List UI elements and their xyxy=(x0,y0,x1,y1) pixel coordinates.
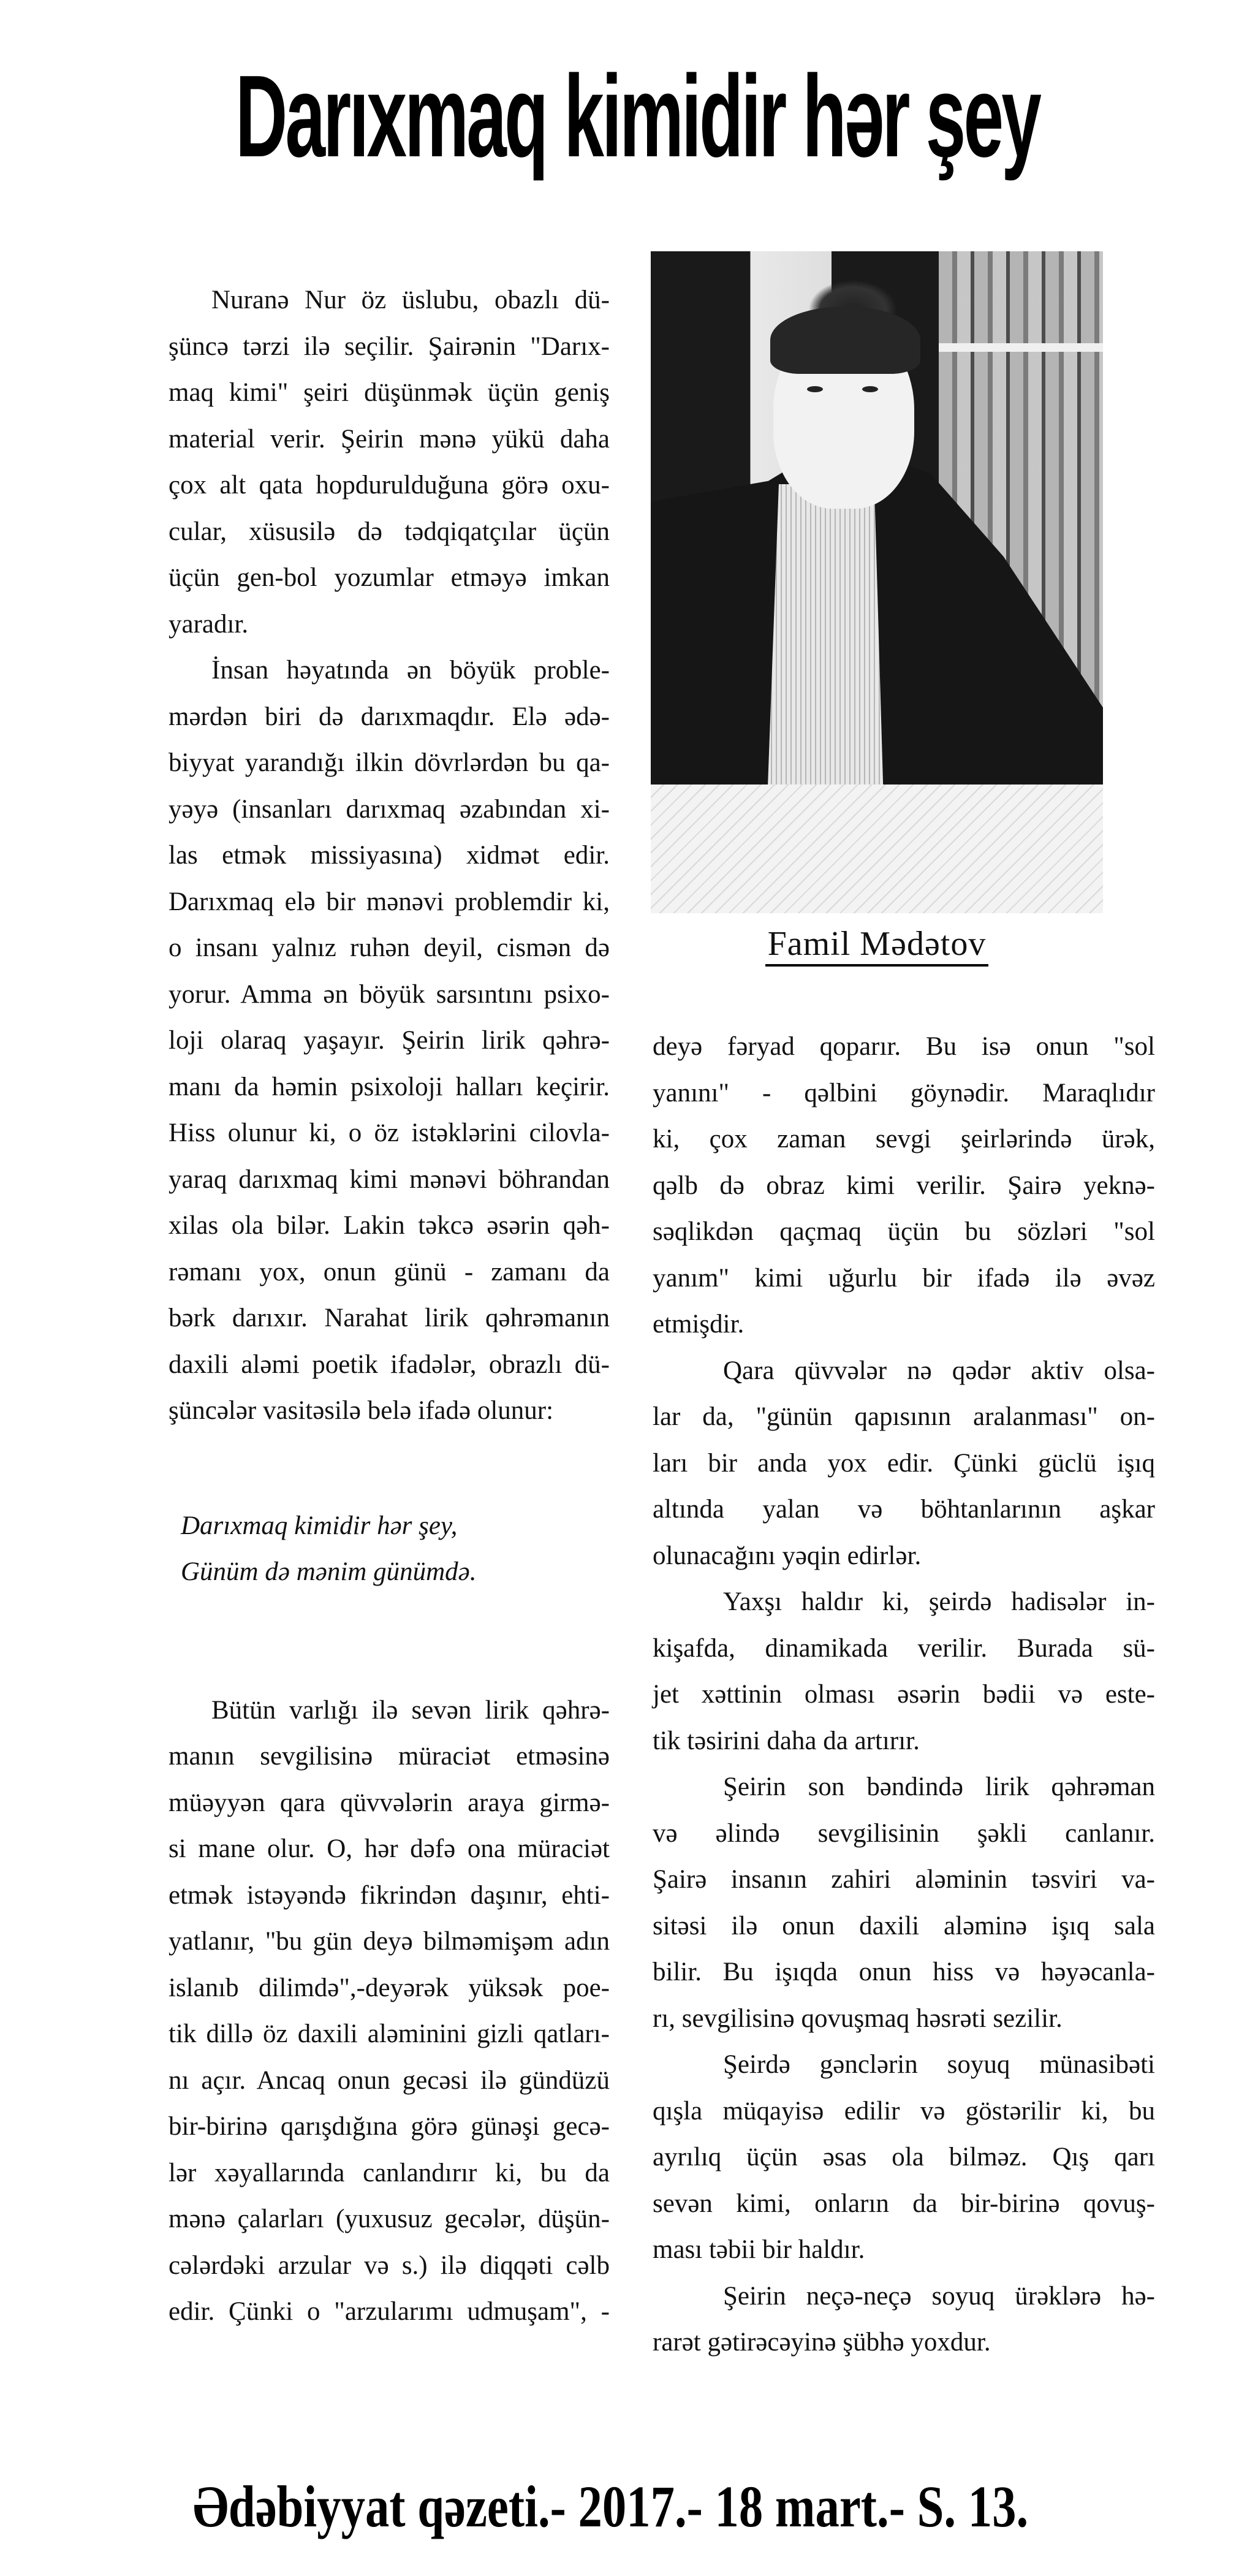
poem-quote xyxy=(169,1503,610,1595)
article-headline: Darıxmaq kimidir hər şey xyxy=(235,51,1040,181)
text-line: çox alt qata hopdurulduğuna görə oxu- xyxy=(169,471,610,500)
text-line: etmişdir. xyxy=(653,1310,745,1339)
text-line: sitəsi ilə onun daxili aləminə işıq sala xyxy=(653,1911,1155,1940)
paragraph-3-continued xyxy=(653,1024,1155,1348)
author-portrait-photo xyxy=(651,251,1103,913)
text-line: deyə fəryad qoparır. Bu isə onun "sol xyxy=(653,1032,1155,1061)
text-line: müəyyən qara qüvvələrin araya girmə- xyxy=(169,1788,610,1817)
text-line: altında yalan və böhtanlarının aşkar xyxy=(653,1495,1155,1524)
poem-line: Darıxmaq kimidir hər şey, xyxy=(181,1511,458,1540)
text-line: yanım" kimi uğurlu bir ifadə ilə əvəz xyxy=(653,1263,1155,1293)
text-line: edir. Çünki o "arzularımı udmuşam", - xyxy=(169,2297,610,2326)
desk-shape xyxy=(651,785,1103,913)
text-line: şüncə tərzi ilə seçilir. Şairənin "Darıx- xyxy=(169,332,610,361)
text-line: və əlində sevgilisinin şəkli canlanır. xyxy=(653,1818,1155,1848)
text-line: Şeirdə gənclərin soyuq münasibəti xyxy=(723,2050,1155,2079)
eye-left xyxy=(807,386,823,392)
text-line: tik dillə öz daxili aləminini gizli qatları- xyxy=(169,2019,610,2048)
paragraph-5 xyxy=(653,1579,1155,1764)
text-line: lər xəyallarında canlandırır ki, bu da xyxy=(169,2158,610,2187)
text-line: bilir. Bu işıqda onun hiss və həyəcanla- xyxy=(653,1958,1155,1986)
hair-shape xyxy=(770,306,920,374)
text-line: yaradır. xyxy=(169,609,249,639)
striped-shirt-shape xyxy=(767,484,884,803)
text-line: mərdən biri də darıxmaqdır. Elə ədə- xyxy=(169,702,610,731)
text-line: nı açır. Ancaq onun gecəsi ilə gündüzü xyxy=(169,2065,610,2095)
text-line: ki, çox zaman sevgi şeirlərində ürək, xyxy=(653,1125,1155,1153)
text-line: Şairə insanın zahiri aləminin təsviri va- xyxy=(653,1865,1155,1894)
text-line: Şeirin neçə-neçə soyuq ürəklərə hə- xyxy=(723,2281,1155,2311)
text-line: si mane olur. O, hər dəfə ona müraciət xyxy=(169,1834,610,1863)
paragraph-1 xyxy=(169,277,610,647)
paragraph-4 xyxy=(653,1348,1155,1579)
text-line: o insanı yalnız ruhən deyil, cismən də xyxy=(169,933,610,962)
text-line: Darıxmaq elə bir mənəvi problemdir ki, xyxy=(169,887,610,916)
text-line: yəyə (insanları darıxmaq əzabından xi- xyxy=(169,794,610,824)
text-line: bir-birinə qarışdığına görə günəşi gecə- xyxy=(169,2112,610,2141)
text-line: etmək istəyəndə fikrindən daşınır, ehti- xyxy=(169,1880,610,1910)
text-line: Nuranə Nur öz üslubu, obazlı dü- xyxy=(211,286,610,314)
author-name: Famil Mədətov xyxy=(765,925,989,967)
text-line: səqlikdən qaçmaq üçün bu sözləri "sol xyxy=(653,1217,1155,1246)
text-line: Qara qüvvələr nə qədər aktiv olsa- xyxy=(723,1356,1155,1385)
text-line: üçün gen-bol yozumlar etməyə imkan xyxy=(169,563,610,592)
text-line: ayrılıq üçün əsas ola bilməz. Qış qarı xyxy=(653,2143,1155,2171)
text-line: mənə çalarları (yuxusuz gecələr, düşün- xyxy=(169,2205,610,2233)
text-line: yaraq darıxmaq kimi mənəvi böhrandan xyxy=(169,1165,610,1194)
text-line: rəmanı yox, onun günü - zamanı da xyxy=(169,1257,610,1286)
paragraph-3 xyxy=(169,1687,610,2335)
text-line: sevən kimi, onların da bir-birinə qovuş- xyxy=(653,2189,1155,2218)
text-line: xilas ola bilər. Lakin təkcə əsərin qəh- xyxy=(169,1211,610,1240)
text-line: manın sevgilisinə müraciət etməsinə xyxy=(169,1742,610,1771)
poem-line: Günüm də mənim günümdə. xyxy=(181,1557,477,1586)
text-line: qəlb də obraz kimi verilir. Şairə yeknə- xyxy=(653,1171,1155,1200)
text-line: İnsan həyatında ən böyük proble- xyxy=(211,656,610,685)
text-line: loji olaraq yaşayır. Şeirin lirik qəhrə- xyxy=(169,1026,610,1055)
text-line: yatlanır, "bu gün deyə bilməmişəm adın xyxy=(169,1927,610,1956)
text-line: rı, sevgilisinə qovuşmaq həsrəti sezilir. xyxy=(653,2004,1063,2033)
text-line: Şeirin son bəndində lirik qəhrəman xyxy=(723,1772,1155,1801)
article-left-column xyxy=(169,277,610,2335)
text-line: bərk darıxır. Narahat lirik qəhrəmanın xyxy=(169,1304,610,1332)
paragraph-6 xyxy=(653,1764,1155,2042)
paragraph-2 xyxy=(169,647,610,1434)
text-line: las etmək missiyasına) xidmət edir. xyxy=(169,841,610,870)
text-line: manı da həmin psixoloji halları keçirir. xyxy=(169,1072,610,1101)
author-caption xyxy=(651,922,1103,965)
text-line: cular, xüsusilə də tədqiqatçılar üçün xyxy=(169,517,610,546)
text-line: cələrdəki arzular və s.) ilə diqqəti cəlb xyxy=(169,2251,610,2280)
text-line: daxili aləmi poetik ifadələr, obrazlı dü- xyxy=(169,1350,610,1379)
text-line: Hiss olunur ki, o öz istəklərini cilovla- xyxy=(169,1119,610,1147)
text-line: tik təsirini daha da artırır. xyxy=(653,1726,920,1755)
source-citation: Ədəbiyyat qəzeti.- 2017.- 18 mart.- S. 13. xyxy=(192,2474,1029,2539)
text-line: şüncələr vasitəsilə belə ifadə olunur: xyxy=(169,1396,554,1425)
text-line: maq kimi" şeiri düşünmək üçün geniş xyxy=(169,378,610,407)
paragraph-8 xyxy=(653,2273,1155,2366)
text-line: material verir. Şeirin mənə yükü daha xyxy=(169,424,610,454)
text-line: biyyat yarandığı ilkin dövrlərdən bu qa- xyxy=(169,748,610,777)
text-line: qışla müqayisə edilir və göstərilir ki, bu xyxy=(653,2096,1155,2126)
text-line: ması təbii bir haldır. xyxy=(653,2235,865,2264)
text-line: rarət gətirəcəyinə şübhə yoxdur. xyxy=(653,2328,991,2357)
text-line: ları bir anda yox edir. Çünki güclü işıq xyxy=(653,1448,1155,1478)
text-line: yorur. Amma ən böyük sarsıntını psixo- xyxy=(169,979,610,1009)
text-line: Yaxşı haldır ki, şeirdə hadisələr in- xyxy=(723,1587,1155,1616)
shelf-board xyxy=(939,343,1103,352)
text-line: olunacağını yəqin edirlər. xyxy=(653,1541,922,1570)
text-line: jet xəttinin olması əsərin bədii və este- xyxy=(653,1680,1155,1709)
text-line: yanını" - qəlbini göynədir. Maraqlıdır xyxy=(653,1078,1155,1108)
text-line: lar da, "günün qapısının aralanması" on- xyxy=(653,1402,1155,1431)
text-line: kişafda, dinamikada verilir. Burada sü- xyxy=(653,1633,1155,1663)
paragraph-7 xyxy=(653,2042,1155,2273)
eye-right xyxy=(862,386,878,392)
text-line: Bütün varlığı ilə sevən lirik qəhrə- xyxy=(211,1695,610,1725)
article-right-column xyxy=(653,1024,1155,2366)
text-line: islanıb dilimdə",-deyərək yüksək poe- xyxy=(169,1973,610,2002)
